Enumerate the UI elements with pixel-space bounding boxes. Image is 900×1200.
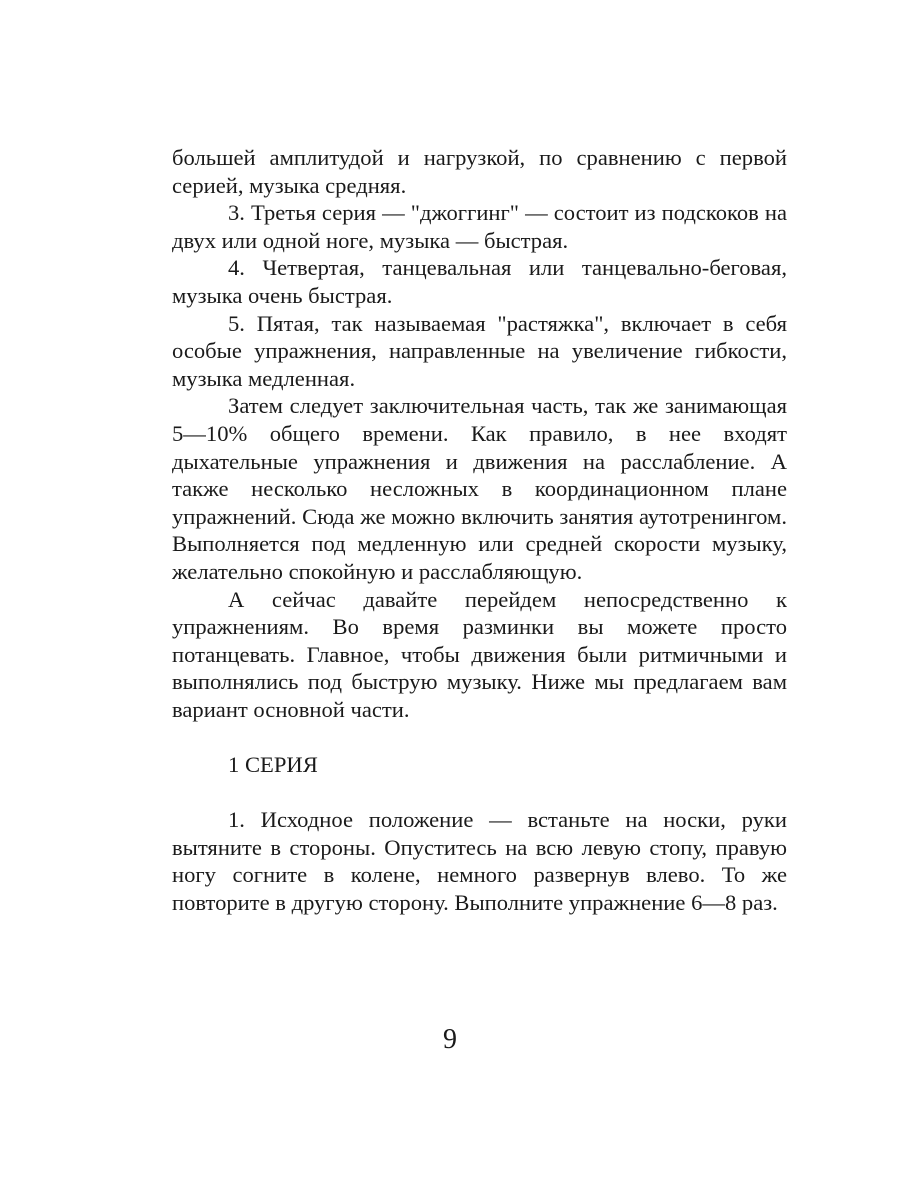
paragraph-final-part: Затем следует заключительная часть, так же занимающая 5—10% общего времени. Как правило, в нее входят дыхательные упражнения и движения на расслабление. А также несколько несложных в координационном плане упражнений. Сюда же можно включить занятия аутотренингом. Выполняется под медленную или средней скорости музыку, желательно спокойную и расслабляющую. (172, 393, 787, 584)
blank-line (172, 779, 787, 807)
paragraph-continuation: большей амплитудой и нагрузкой, по сравнению с первой серией, музыка средняя. (172, 145, 787, 198)
page-body (172, 144, 787, 917)
paragraph-exercise-1: 1. Исходное положение — встаньте на носки, руки вытяните в стороны. Опуститесь на всю левую стопу, правую ногу согните в колене, немного развернув влево. То же повторите в другую сторону. Выполните упражнение 6—8 раз. (172, 807, 787, 916)
paragraph-exercises-intro: А сейчас давайте перейдем непосредственно к упражнениям. Во время разминки вы можете просто потанцевать. Главное, чтобы движения были ритмичными и выполнялись под быструю музыку. Ниже мы предлагаем вам вариант основной части. (172, 586, 787, 722)
blank-line (172, 723, 787, 751)
section-heading: 1 СЕРИЯ (228, 752, 318, 778)
paragraph-fifth-series: 5. Пятая, так называемая "растяжка", включает в себя особые упражнения, направленные на увеличение гибкости, музыка медленная. (172, 310, 787, 391)
page-number: 9 (443, 1024, 457, 1055)
paragraph-fourth-series: 4. Четвертая, танцевальная или танцевально-беговая, музыка очень быстрая. (172, 255, 787, 308)
paragraph-third-series: 3. Третья серия — "джоггинг" — состоит из подскоков на двух или одной ноге, музыка — быстрая. (172, 200, 787, 253)
